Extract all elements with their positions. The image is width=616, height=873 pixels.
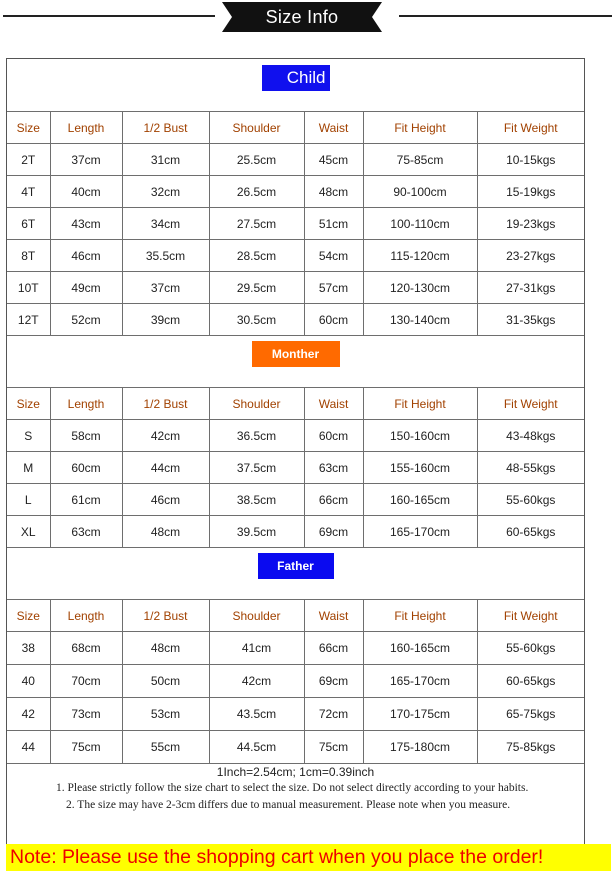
column-header: Size — [7, 388, 50, 420]
table-cell: 40 — [7, 665, 50, 698]
table-cell: 23-27kgs — [477, 240, 584, 272]
table-cell: 60cm — [304, 304, 363, 336]
table-row — [7, 420, 584, 452]
table-cell: 63cm — [304, 452, 363, 484]
column-header: Shoulder — [209, 388, 304, 420]
table-cell: 55cm — [122, 731, 209, 764]
column-header: Size — [7, 112, 50, 144]
column-header: 1/2 Bust — [122, 600, 209, 632]
child-size-table — [7, 111, 584, 336]
table-cell: 41cm — [209, 632, 304, 665]
size-info-ribbon — [222, 2, 382, 32]
table-cell: 48cm — [122, 516, 209, 548]
column-header: Length — [50, 600, 122, 632]
table-cell: 44.5cm — [209, 731, 304, 764]
table-cell: 48cm — [304, 176, 363, 208]
table-cell: 115-120cm — [363, 240, 477, 272]
table-cell: XL — [7, 516, 50, 548]
table-cell: 44cm — [122, 452, 209, 484]
table-cell: 25.5cm — [209, 144, 304, 176]
table-cell: 73cm — [50, 698, 122, 731]
size-notes — [7, 764, 584, 814]
table-cell: 34cm — [122, 208, 209, 240]
father-badge: Father — [258, 553, 334, 579]
child-badge: Child — [262, 65, 330, 91]
size-chart — [6, 58, 585, 846]
table-cell: 44 — [7, 731, 50, 764]
column-header: Fit Weight — [477, 600, 584, 632]
table-cell: 27.5cm — [209, 208, 304, 240]
table-cell: 55-60kgs — [477, 484, 584, 516]
table-cell: 155-160cm — [363, 452, 477, 484]
table-row — [7, 176, 584, 208]
table-cell: 40cm — [50, 176, 122, 208]
table-cell: L — [7, 484, 50, 516]
table-cell: 10-15kgs — [477, 144, 584, 176]
column-header: Waist — [304, 112, 363, 144]
table-cell: 39cm — [122, 304, 209, 336]
table-cell: 8T — [7, 240, 50, 272]
table-cell: 51cm — [304, 208, 363, 240]
table-header-row — [7, 600, 584, 632]
table-cell: 165-170cm — [363, 516, 477, 548]
column-header: Fit Weight — [477, 112, 584, 144]
table-header-row — [7, 388, 584, 420]
table-cell: 19-23kgs — [477, 208, 584, 240]
column-header: Shoulder — [209, 112, 304, 144]
column-header: Shoulder — [209, 600, 304, 632]
table-cell: 60-65kgs — [477, 516, 584, 548]
table-row — [7, 240, 584, 272]
table-cell: 12T — [7, 304, 50, 336]
table-cell: 90-100cm — [363, 176, 477, 208]
table-cell: 63cm — [50, 516, 122, 548]
table-cell: 160-165cm — [363, 484, 477, 516]
note-line-2: 2. The size may have 2-3cm differs due to manual measurement. Please note when you measure. — [66, 799, 511, 811]
table-cell: 42cm — [209, 665, 304, 698]
table-cell: 48cm — [122, 632, 209, 665]
table-cell: 75-85kgs — [477, 731, 584, 764]
header-rule-left — [3, 15, 215, 17]
table-row — [7, 484, 584, 516]
column-header: Waist — [304, 388, 363, 420]
table-cell: 68cm — [50, 632, 122, 665]
table-cell: 46cm — [122, 484, 209, 516]
table-cell: 26.5cm — [209, 176, 304, 208]
table-cell: 53cm — [122, 698, 209, 731]
table-cell: 160-165cm — [363, 632, 477, 665]
table-cell: 50cm — [122, 665, 209, 698]
table-cell: 54cm — [304, 240, 363, 272]
table-cell: 75cm — [50, 731, 122, 764]
table-row — [7, 144, 584, 176]
table-cell: 46cm — [50, 240, 122, 272]
table-cell: 69cm — [304, 516, 363, 548]
table-cell: 43.5cm — [209, 698, 304, 731]
table-cell: 37.5cm — [209, 452, 304, 484]
table-cell: 28.5cm — [209, 240, 304, 272]
table-row — [7, 665, 584, 698]
child-section-title — [7, 65, 584, 91]
column-header: Size — [7, 600, 50, 632]
table-row — [7, 304, 584, 336]
table-row — [7, 698, 584, 731]
table-cell: 38.5cm — [209, 484, 304, 516]
table-cell: 39.5cm — [209, 516, 304, 548]
table-cell: 58cm — [50, 420, 122, 452]
table-cell: 35.5cm — [122, 240, 209, 272]
table-cell: 60cm — [50, 452, 122, 484]
father-section-title — [7, 553, 584, 579]
table-row — [7, 272, 584, 304]
table-row — [7, 632, 584, 665]
table-cell: 31-35kgs — [477, 304, 584, 336]
table-cell: 10T — [7, 272, 50, 304]
table-cell: 65-75kgs — [477, 698, 584, 731]
table-row — [7, 516, 584, 548]
order-note-banner: Note: Please use the shopping cart when you place the order! — [6, 844, 611, 871]
table-cell: 4T — [7, 176, 50, 208]
table-cell: 75cm — [304, 731, 363, 764]
column-header: 1/2 Bust — [122, 388, 209, 420]
table-cell: 36.5cm — [209, 420, 304, 452]
table-cell: 170-175cm — [363, 698, 477, 731]
column-header: 1/2 Bust — [122, 112, 209, 144]
table-cell: 66cm — [304, 484, 363, 516]
table-cell: 69cm — [304, 665, 363, 698]
table-row — [7, 452, 584, 484]
table-cell: 60cm — [304, 420, 363, 452]
table-cell: 100-110cm — [363, 208, 477, 240]
table-cell: 75-85cm — [363, 144, 477, 176]
table-cell: 120-130cm — [363, 272, 477, 304]
table-cell: 57cm — [304, 272, 363, 304]
unit-conversion: 1Inch=2.54cm; 1cm=0.39inch — [216, 765, 375, 779]
size-info-header — [0, 0, 616, 34]
table-row — [7, 731, 584, 764]
table-cell: 66cm — [304, 632, 363, 665]
table-cell: 150-160cm — [363, 420, 477, 452]
table-cell: 42 — [7, 698, 50, 731]
table-cell: S — [7, 420, 50, 452]
table-cell: 42cm — [122, 420, 209, 452]
table-cell: 27-31kgs — [477, 272, 584, 304]
note-line-1: 1. Please strictly follow the size chart to select the size. Do not select directly according to your habits. — [56, 782, 529, 794]
mother-badge: Monther — [252, 341, 340, 367]
table-cell: 70cm — [50, 665, 122, 698]
table-cell: 72cm — [304, 698, 363, 731]
page-title: Size Info — [265, 7, 339, 27]
column-header: Fit Weight — [477, 388, 584, 420]
table-cell: 43cm — [50, 208, 122, 240]
table-cell: 130-140cm — [363, 304, 477, 336]
table-cell: 15-19kgs — [477, 176, 584, 208]
mother-size-table — [7, 387, 584, 548]
table-cell: 37cm — [50, 144, 122, 176]
table-cell: 175-180cm — [363, 731, 477, 764]
table-cell: 60-65kgs — [477, 665, 584, 698]
table-cell: 31cm — [122, 144, 209, 176]
table-cell: 48-55kgs — [477, 452, 584, 484]
table-cell: 30.5cm — [209, 304, 304, 336]
table-cell: 55-60kgs — [477, 632, 584, 665]
column-header: Waist — [304, 600, 363, 632]
table-row — [7, 208, 584, 240]
table-cell: 37cm — [122, 272, 209, 304]
table-cell: 29.5cm — [209, 272, 304, 304]
column-header: Length — [50, 112, 122, 144]
table-cell: 2T — [7, 144, 50, 176]
table-cell: 32cm — [122, 176, 209, 208]
column-header: Fit Height — [363, 600, 477, 632]
table-cell: M — [7, 452, 50, 484]
table-cell: 49cm — [50, 272, 122, 304]
father-size-table — [7, 599, 584, 764]
table-header-row — [7, 112, 584, 144]
table-cell: 43-48kgs — [477, 420, 584, 452]
table-cell: 52cm — [50, 304, 122, 336]
table-cell: 61cm — [50, 484, 122, 516]
mother-section-title — [7, 341, 584, 367]
column-header: Fit Height — [363, 388, 477, 420]
table-cell: 6T — [7, 208, 50, 240]
column-header: Length — [50, 388, 122, 420]
table-cell: 38 — [7, 632, 50, 665]
header-rule-right — [399, 15, 612, 17]
column-header: Fit Height — [363, 112, 477, 144]
table-cell: 45cm — [304, 144, 363, 176]
table-cell: 165-170cm — [363, 665, 477, 698]
